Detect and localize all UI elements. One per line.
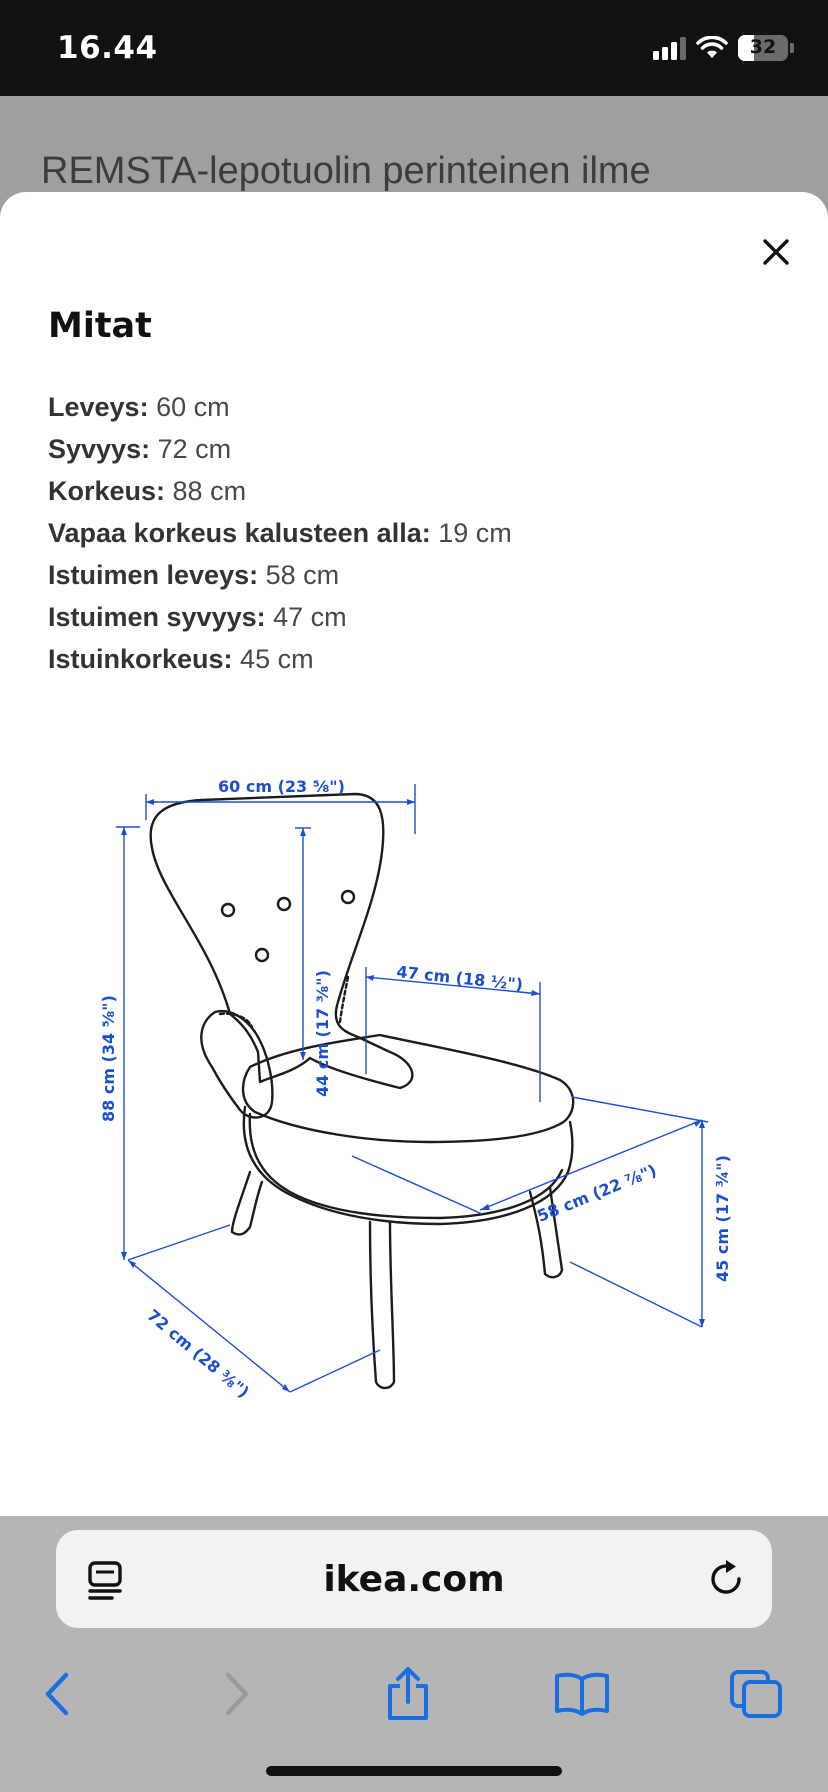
back-height-label: 44 cm (17 ⅜"): [313, 970, 332, 1097]
url-text: ikea.com: [323, 1558, 505, 1600]
reload-button[interactable]: [706, 1558, 746, 1604]
status-icons: [653, 35, 794, 61]
dimension-row-depth: [48, 428, 512, 470]
dimension-value: 19 cm: [430, 518, 512, 548]
cellular-signal-icon: [653, 36, 686, 60]
seat-depth-label: 47 cm (18 ½"): [395, 962, 524, 995]
dimension-value: 60 cm: [148, 392, 230, 422]
dimension-value: 58 cm: [258, 560, 340, 590]
dimension-value: 47 cm: [265, 602, 347, 632]
chair-drawing: [151, 794, 574, 1388]
background-page-heading: REMSTA-lepotuolin perinteinen ilme: [41, 150, 651, 192]
dimensions-list: [48, 386, 512, 680]
home-indicator: [266, 1766, 562, 1776]
dimension-row-clearance: [48, 512, 512, 554]
dimension-label: Vapaa korkeus kalusteen alla:: [48, 518, 431, 548]
dimension-label: Korkeus:: [48, 476, 166, 506]
reload-icon: [706, 1558, 746, 1600]
share-icon: [384, 1666, 432, 1722]
dimension-label: Syvyys:: [48, 434, 151, 464]
seat-height-label: 45 cm (17 ¾"): [713, 1155, 732, 1282]
battery-level: 32: [749, 36, 777, 58]
address-bar[interactable]: [56, 1530, 772, 1628]
depth-label: 72 cm (28 ⅜"): [143, 1305, 253, 1402]
dimension-row-seat-height: [48, 638, 512, 680]
modal-title: Mitat: [48, 306, 152, 346]
status-bar: [0, 0, 828, 96]
chair-dimension-diagram: [90, 722, 790, 1442]
back-chevron-icon: [38, 1671, 78, 1717]
dimension-arrowheads: [121, 799, 705, 1392]
tabs-button[interactable]: [724, 1662, 788, 1726]
dimension-value: 45 cm: [232, 644, 314, 674]
bookmarks-book-icon: [553, 1671, 611, 1717]
status-time: 16.44: [57, 30, 158, 66]
browser-bottom-bar: [0, 1516, 828, 1792]
dimension-label: Istuimen leveys:: [48, 560, 259, 590]
bookmarks-button[interactable]: [550, 1662, 614, 1726]
dimension-row-width: [48, 386, 512, 428]
dimension-row-height: [48, 470, 512, 512]
forward-button[interactable]: [204, 1662, 268, 1726]
dimension-labels: [99, 777, 732, 1402]
dimension-label: Istuinkorkeus:: [48, 644, 233, 674]
dimension-label: Istuimen syvyys:: [48, 602, 266, 632]
dimension-row-seat-width: [48, 554, 512, 596]
close-icon: [761, 237, 791, 267]
reader-mode-icon: [86, 1560, 124, 1600]
dimension-lines: [116, 784, 708, 1392]
forward-chevron-icon: [216, 1671, 256, 1717]
wifi-icon: [696, 36, 728, 60]
close-button[interactable]: [754, 230, 798, 274]
back-button[interactable]: [26, 1662, 90, 1726]
battery-icon: [738, 35, 788, 61]
dimension-value: 72 cm: [150, 434, 232, 464]
tabs-icon: [728, 1668, 784, 1720]
browser-toolbar: [0, 1654, 828, 1734]
height-label: 88 cm (34 ⅝"): [99, 995, 118, 1122]
reader-mode-button[interactable]: [86, 1560, 124, 1604]
dimensions-modal: [0, 192, 828, 1516]
dimension-row-seat-depth: [48, 596, 512, 638]
dimension-label: Leveys:: [48, 392, 149, 422]
width-label: 60 cm (23 ⅝"): [218, 777, 345, 796]
dimension-value: 88 cm: [165, 476, 247, 506]
battery-cap: [790, 43, 794, 53]
seat-width-label: 58 cm (22 ⅞"): [534, 1160, 660, 1226]
share-button[interactable]: [376, 1662, 440, 1726]
